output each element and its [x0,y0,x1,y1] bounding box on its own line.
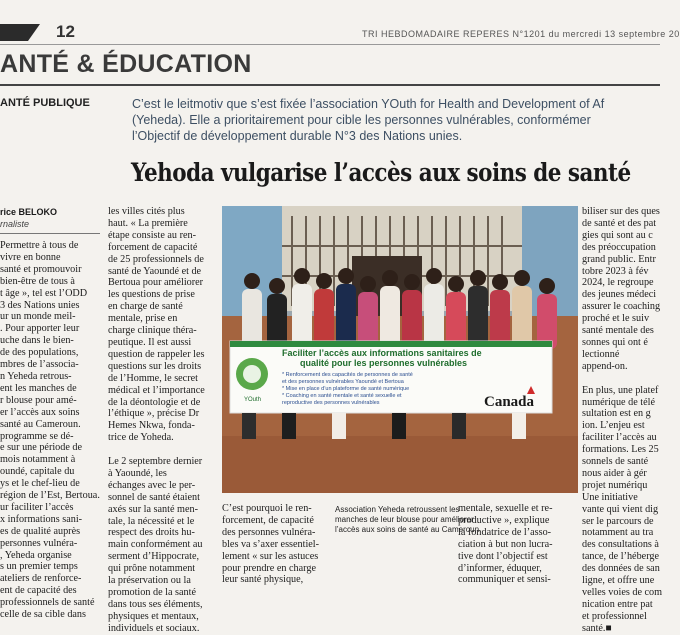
text-line: ur un monde meil- [0,311,76,323]
text-line: programme se dé- [0,430,74,442]
section-rule [0,84,660,86]
header-rule [0,44,660,45]
article-column-5 [458,503,578,586]
text-line: région de l’Est, Bertoua. [0,490,100,502]
text-line: velles voies de com [582,587,663,598]
text-line: dans tous ses éléments, [108,598,203,610]
text-line: la fondatrice de l’asso- [458,526,552,538]
text-line: question de rappeler les [108,348,205,360]
text-line: d’informer, éduquer, [458,562,542,574]
text-line: des préoccupation [582,241,656,253]
text-line: des jeunes médeci [582,289,657,301]
text-line: tive dont l’objectif est [458,550,548,562]
text-line: les questions de prise [108,289,195,301]
article-column-6 [582,206,663,635]
text-line: ion. L’enjeu est [582,420,645,432]
banner-item: * Coaching en santé mentale et santé sexuelle et [282,393,402,399]
headline: Yehoda vulgarise l’accès aux soins de santé [131,158,631,187]
text-line: n Yeheda retrous- [0,370,72,382]
text-line: append-on. [582,360,628,372]
text-line: nication entre pat [582,598,653,610]
text-line: individuels et sociaux. [108,622,200,634]
text-line: bien-être de tous à [0,275,75,287]
text-line: mentale, sexuelle et re- [458,503,553,514]
text-line: la préservation ou la [108,575,191,587]
text-line: santé.■ [582,622,612,634]
text-line: proché et le suiv [582,313,650,325]
text-line: x informations sani- [0,513,83,525]
author-role: rnaliste [0,219,30,229]
caption-line: manches de leur blouse pour améliorer [335,515,474,524]
text-line: es de qualité auprès [0,525,81,537]
text-line: main conformément au [108,539,203,551]
banner-title-line1: Faciliter l’accès aux informations sanitaires de [282,348,482,358]
text-line: bles va s’axer essentiel- [222,538,320,550]
text-line: leur santé physique, [222,574,304,586]
group-photo-illustration [222,206,578,493]
page-header [0,0,680,44]
text-line: Permettre à tous de [0,240,79,251]
text-line: nous aider à gér [582,467,647,479]
text-line: ent de capacité des [0,585,77,597]
text-line: axés sur la santé men- [108,503,198,515]
text-line: questions sur les droits [108,360,202,372]
group-photo [222,206,578,493]
text-line: et professionnel [582,610,647,622]
text-line: serment d’Hippocrate, [108,551,200,563]
byline-rule [0,233,100,234]
banner-logo: YOuth [244,397,262,403]
text-line: vante qui vient dig [582,503,659,515]
text-line: mois notamment à [0,454,76,466]
text-line: à Yaoundé, les [108,467,167,479]
text-line: santé de Yaoundé et de [108,265,202,277]
text-line: s un premier temps [0,561,78,573]
intro-line: (Yeheda). Elle a prioritairement pour cible les personnes vulnérables, conformémer [132,113,591,127]
text-line: l’éthique », précise Dr [108,408,200,420]
text-line [108,444,218,456]
text-line: En plus, une platef [582,384,659,396]
photo-caption [335,505,482,535]
text-line: Le 2 septembre dernier [108,456,203,468]
text-line: uche dans le bien- [0,335,74,347]
banner-item: * Mise en place d’un plateforme de santé numérique [282,386,410,392]
header-tab-mark [0,24,40,41]
text-line: sonnel de santé étaient [108,491,200,503]
article-column-2 [108,206,218,635]
text-line: en charge de santé [108,301,183,313]
page-number: 12 [56,22,75,41]
text-line: de 25 professionnels de [108,253,204,265]
author-name: rice BELOKO [0,207,58,217]
text-line: charge clinique théra- [108,325,197,337]
text-line: trice de Yoheda. [108,432,174,444]
text-line: de la déontologie et de [108,396,201,408]
text-line: formations. Les 25 [582,444,659,456]
intro-paragraph [132,96,660,144]
text-line: gies qui sont au c [582,229,653,241]
text-line: er l’accès aux soins [0,406,80,418]
text-line: peutique. Il est aussi [108,336,192,348]
text-line: haut. « La première [108,217,188,229]
text-line: étape consiste au ren- [108,229,196,241]
text-line: santé au Cameroun. [0,418,81,430]
text-line: santé mentale des [582,325,654,337]
text-line: numérique de télé [582,396,655,408]
text-line: forcement de capacité [108,241,198,253]
intro-line: l’Objectif de développement durable N°3 des Nations unies. [132,129,463,143]
byline [0,206,100,230]
banner-sponsor: Canada [484,394,535,410]
text-line: lectionné [582,348,620,360]
text-line: notamment au tra [582,527,654,539]
article-column-3 [222,503,332,586]
text-line: santé et promouvoir [0,263,82,275]
text-line: sultation est en g [582,408,651,420]
article-column-1 [0,240,103,621]
kicker: ANTÉ PUBLIQUE [0,97,90,109]
text-line: productive », explique [458,514,550,526]
text-line: personnes vulnéra- [0,537,78,549]
text-line: , Yeheda organise [0,549,72,561]
text-line: promotion de la santé [108,587,196,598]
text-line: de santé et des pat [582,217,657,229]
text-line: Une initiative [582,491,638,503]
text-line: Hemes Nkwa, fonda- [108,420,195,432]
text-line: grand public. Entr [582,253,656,265]
text-line: C’est pourquoi le ren- [222,503,312,514]
text-line: r blouse pour amé- [0,394,77,406]
text-line: lement « sur les astuces [222,550,319,562]
text-line [582,373,660,385]
text-line: pour prendre en charge [222,562,317,574]
text-line: t âge », tel est l’ODD [0,287,88,299]
text-line: mbres de l’associa- [0,359,79,371]
banner-item: et des personnes vulnérables Yaoundé et Bertoua [282,379,404,385]
text-line: forcement, de capacité [222,514,314,526]
caption-line: Association Yeheda retroussent les [335,505,460,514]
text-line: 2024, le regroupe [582,277,654,289]
text-line: communiquer et sensi- [458,574,551,586]
text-line: . Pour apporter leur [0,323,80,335]
text-line: des consultations à [582,539,659,551]
text-line: des personnes vulnéra- [222,526,316,538]
text-line: médical et l’importance [108,384,205,396]
text-line: ur faciliter l’accès [0,501,74,513]
text-line: de des populations, [0,347,79,359]
text-line: biliser sur des ques [582,206,660,217]
text-line: assurer le coaching [582,301,661,313]
text-line: 3 des Nations unies [0,299,80,311]
text-line: physiques et mentaux, [108,610,199,622]
banner-title-line2: qualité pour les personnes vulnérables [300,358,468,368]
text-line: tale, la nécessité et le [108,515,195,527]
banner-item: reproductive des personnes vulnérables [282,400,380,406]
text-line: ser le parcours de [582,515,654,527]
text-line: mentale, prise en [108,313,178,325]
text-line: tance, de l’héberge [582,551,660,563]
text-line: professionnels de santé [0,597,95,609]
section-title: ANTÉ & ÉDUCATION [0,50,252,78]
text-line: échanges avec le per- [108,479,196,491]
masthead: TRI HEBDOMADAIRE REPERES N°1201 du mercredi 13 septembre 20 [362,29,680,39]
text-line: tobre 2023 à fév [582,265,649,277]
text-line: ateliers de renforce- [0,573,82,585]
text-line: ys et le chef-lieu de [0,478,80,490]
text-line: sonnels de santé [582,456,649,468]
text-line: e sur une période de [0,442,83,454]
intro-line: C’est le leitmotiv que s’est fixée l’association YOuth for Health and Development of Af [132,97,605,111]
text-line: respect des droits hu- [108,527,195,539]
text-line: qui prône notamment [108,563,196,575]
banner-item: * Renforcement des capacités de personnes de santé [282,372,413,378]
text-line: Bertoua pour améliorer [108,277,204,289]
text-line: vivre en bonne [0,251,61,263]
text-line: les villes cités plus [108,206,185,217]
text-line: ligne, et offre une [582,575,655,587]
text-line: projet numériqu [582,479,648,491]
text-line: ciation à but non lucra- [458,538,553,550]
text-line: oundé, capitale du [0,466,75,478]
text-line: ent les manches de [0,382,77,394]
text-line: faciliter l’accès au [582,432,657,444]
text-line: sonnes qui ont é [582,336,648,348]
text-line: des données de san [582,563,660,575]
text-line: de l’Homme, le secret [108,372,198,384]
text-line: celle de sa cible dans [0,609,86,621]
caption-line: l’accès aux soins de santé au Cameroun. [335,525,482,534]
